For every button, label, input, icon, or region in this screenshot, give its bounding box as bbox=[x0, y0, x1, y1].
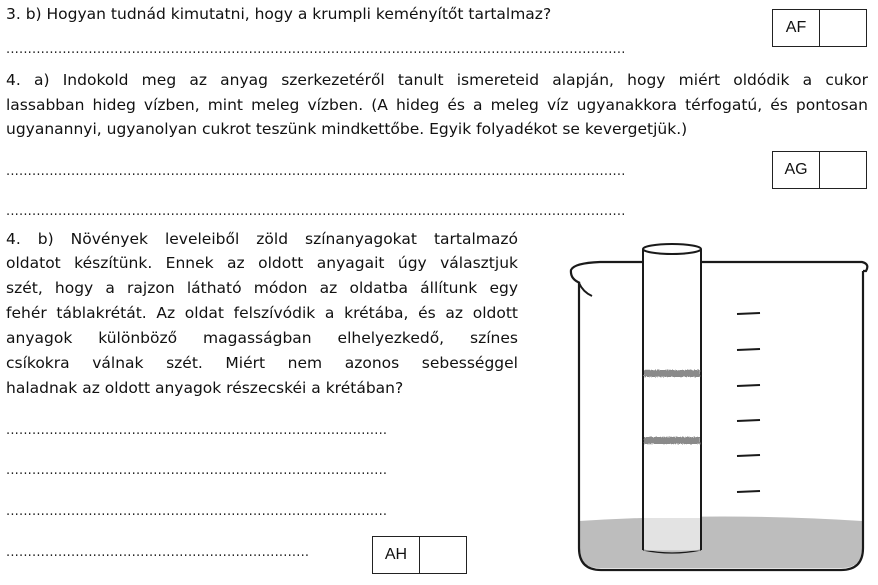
beaker-spout bbox=[579, 283, 592, 296]
chalk-stick bbox=[643, 244, 701, 553]
question-4a-line-2: lassabban hideg vízben, mint meleg vízben. (A hideg és a meleg víz ugyanakkora térfogatú, és pontosan bbox=[6, 96, 868, 114]
pigment-band-lower bbox=[644, 437, 700, 444]
question-4b-line-1: 4. b) Növények leveleiből zöld színanyagokat tartalmazó bbox=[6, 230, 518, 248]
beaker-rim bbox=[571, 262, 867, 283]
answer-line-4b-3[interactable]: ........................................................................................ bbox=[6, 504, 388, 519]
score-code-ah: AH bbox=[373, 537, 420, 573]
question-4b-line-4: fehér táblakrétát. Az oldat felszívódik a krétába, és az oldott bbox=[6, 304, 518, 322]
score-code-ag: AG bbox=[773, 152, 820, 188]
pigment-band-upper bbox=[644, 370, 700, 377]
question-4b-line-5: anyagok különböző magasságban elhelyezkedő, színes bbox=[6, 329, 518, 347]
answer-line-4a-2[interactable]: ............................................................................................................................................... bbox=[6, 204, 626, 219]
answer-line-4b-1[interactable]: ........................................................................................ bbox=[6, 423, 388, 438]
question-4a-line-3: ugyanannyi, ugyanolyan cukrot teszünk mindkettőbe. Egyik folyadékot se kevergetjük.) bbox=[6, 120, 688, 138]
answer-line-4a-1[interactable]: ............................................................................................................................................... bbox=[6, 164, 626, 179]
question-4b-line-2: oldatot készítünk. Ennek az oldott anyagait úgy választjuk bbox=[6, 254, 518, 272]
score-code-af: AF bbox=[773, 10, 820, 46]
question-4a-line-1: 4. a) Indokold meg az anyag szerkezetéről tanult ismereteid alapján, hogy miért oldódik a cukor bbox=[6, 71, 868, 89]
answer-line-4b-2[interactable]: ........................................................................................ bbox=[6, 463, 388, 478]
answer-line-3b[interactable]: ............................................................................................................................................... bbox=[6, 42, 626, 57]
question-4b-line-7: haladnak az oldott anyagok részecskéi a krétában? bbox=[6, 379, 404, 397]
answer-line-4b-4[interactable]: ...................................................................... bbox=[6, 545, 310, 560]
question-3b-text: 3. b) Hogyan tudnád kimutatni, hogy a krumpli keményítőt tartalmaz? bbox=[6, 5, 552, 23]
question-4b-line-3: szét, hogy a rajzon látható módon az oldatba állítunk egy bbox=[6, 279, 518, 297]
question-4b-line-6: csíkokra válnak szét. Miért nem azonos sebességgel bbox=[6, 354, 518, 372]
graduation-marks bbox=[737, 313, 760, 492]
solution-liquid bbox=[579, 517, 862, 569]
